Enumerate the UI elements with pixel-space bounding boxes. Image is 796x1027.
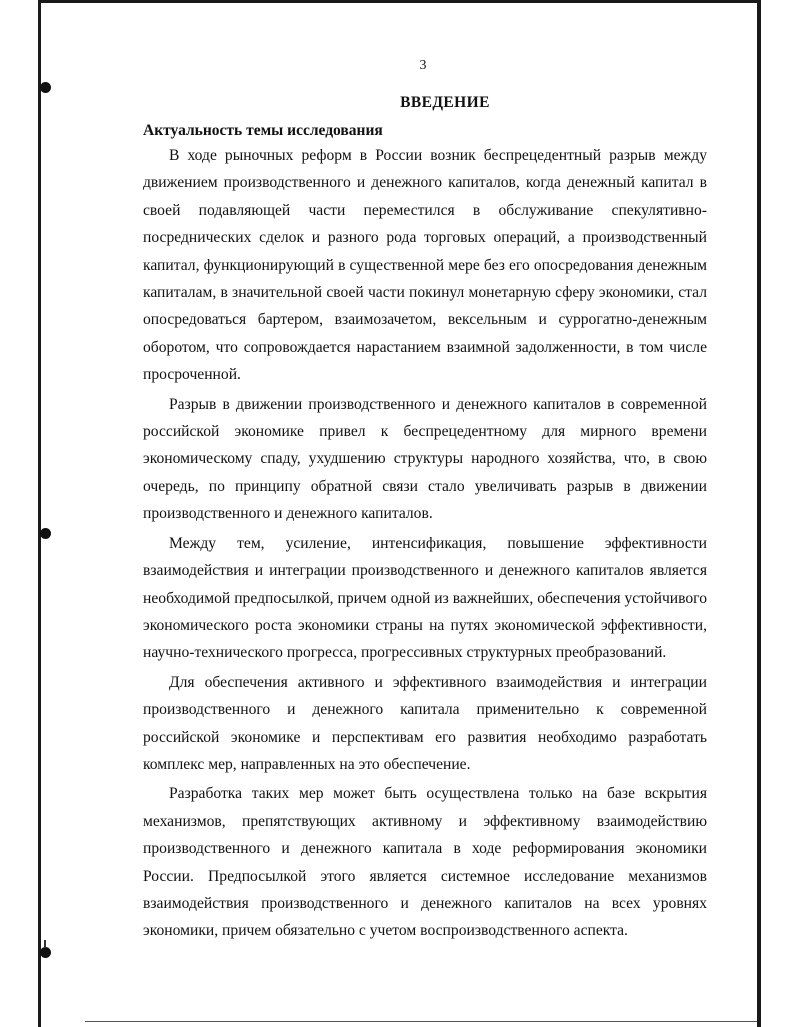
scan-border-bottom <box>85 1021 757 1022</box>
paragraph-4: Для обеспечения активного и эффективного взаимодействия и интеграции производственного и денежного капитала применительно к современной российской экономике и перспективам его развития необходимо разработать комплекс мер, направленных на это обеспечение. <box>143 673 707 773</box>
binder-hole-bottom <box>40 947 51 958</box>
subsection-heading: Актуальность темы исследования <box>143 122 383 139</box>
scan-border-right <box>757 0 761 1027</box>
scan-border-top <box>38 0 761 3</box>
document-body <box>143 90 707 947</box>
binder-hole-top <box>40 82 51 93</box>
paragraph-3: Между тем, усиление, интенсификация, повышение эффективности взаимодействия и интеграции производственного и денежного капиталов является необходимой предпосылкой, причем одной из важнейших, обеспечения устойчивого экономического роста экономики страны на путях экономической эффективности, научно-технического прогресса, прогрессивных структурных преобразований. <box>143 534 707 662</box>
binder-hole-middle <box>40 528 51 539</box>
scan-border-left <box>38 0 41 1027</box>
paragraph-5: Разработка таких мер может быть осуществлена только на базе вскрытия механизмов, препятствующих активному и эффективному взаимодействию производственного и денежного капитала в ходе реформирования экономики России. Предпосылкой этого является системное исследование механизмов взаимодействия производственного и денежного капиталов на всех уровнях экономики, причем обязательно с учетом воспроизводственного аспекта. <box>143 785 707 940</box>
paragraph-2: Разрыв в движении производственного и денежного капиталов в современной российской экономике привел к беспрецедентному для мирного времени экономическому спаду, ухудшению структуры народного хозяйства, что, в свою очередь, по принципу обратной связи стало увеличивать разрыв в движении производственного и денежного капиталов. <box>143 395 707 523</box>
scan-mark <box>44 940 46 948</box>
page-number: 3 <box>419 58 427 73</box>
paragraph-1: В ходе рыночных реформ в России возник беспрецедентный разрыв между движением производственного и денежного капиталов, когда денежный капитал в своей подавляющей части переместился в обслуживание спекулятивно-посреднических сделок и разного рода торговых операций, а производственный капитал, функционирующий в существенной мере без его опосредования денежным капиталам, в значительной своей части покинул монетарную сферу экономики, стал опосредоваться бартером, взаимозачетом, вексельным и суррогатно-денежным оборотом, что сопровождается нарастанием взаимной задолженности, в том числе просроченной. <box>143 147 707 384</box>
section-heading: ВВЕДЕНИЕ <box>400 94 490 111</box>
